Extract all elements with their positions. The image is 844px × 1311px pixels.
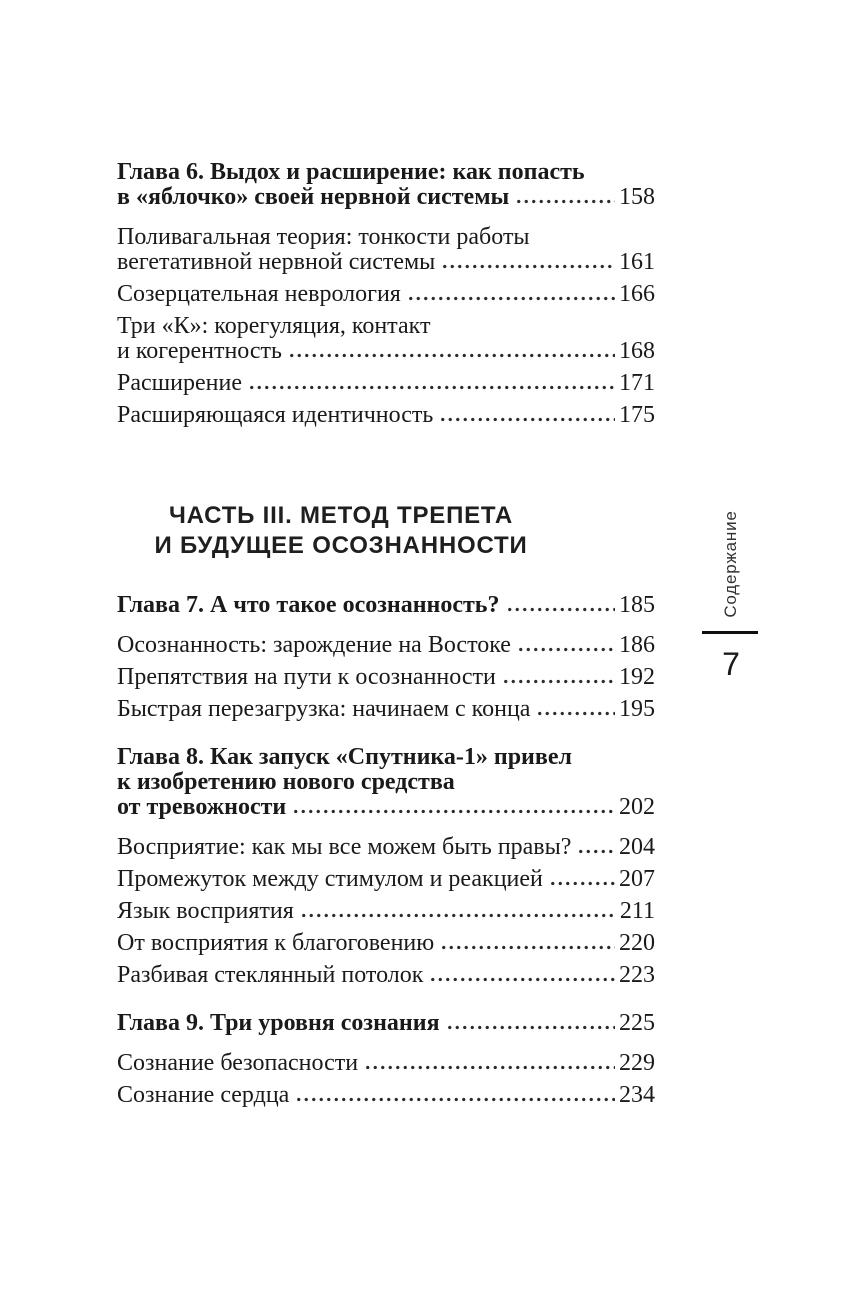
toc-entry: [117, 835, 655, 860]
toc-entry: [117, 867, 655, 892]
toc-entry-last-line: [117, 795, 655, 820]
part-heading-line: ЧАСТЬ III. МЕТОД ТРЕПЕТА: [168, 502, 514, 529]
dot-leader: [517, 647, 615, 652]
toc-entry-title: Расширение: [117, 370, 242, 396]
toc-entry: [117, 1083, 655, 1108]
toc-entry: [117, 931, 655, 956]
toc-entry-last-line: [117, 593, 655, 618]
toc-entry-last-line: [117, 1083, 655, 1108]
toc-entry: [117, 1011, 655, 1036]
toc-entry-last-line: [117, 835, 655, 860]
toc-entry-line: Глава 6. Выдох и расширение: как попасть: [117, 159, 585, 185]
toc-page-number: 158: [619, 184, 655, 210]
toc-entry-last-line: [117, 371, 655, 396]
toc-entry: [117, 899, 655, 924]
dot-leader: [577, 849, 615, 854]
dot-leader: [295, 1097, 615, 1102]
toc-page-number: 220: [619, 930, 655, 956]
folio-divider-line: [702, 631, 758, 634]
toc-entry-last-line: [117, 665, 655, 690]
toc-entry-last-line: [117, 931, 655, 956]
toc-entry-title: вегетативной нервной системы: [117, 249, 436, 275]
toc-page-number: 211: [619, 898, 655, 924]
dot-leader: [364, 1065, 615, 1070]
toc-entry-title: и когерентность: [117, 338, 282, 364]
toc-entry-title: Разбивая стеклянный потолок: [117, 962, 424, 988]
dot-leader: [549, 881, 615, 886]
toc-entry-line: к изобретению нового средства: [117, 769, 455, 795]
toc-entry-last-line: [117, 1051, 655, 1076]
dot-leader: [440, 945, 615, 950]
toc-entry-last-line: [117, 963, 655, 988]
toc-page-number: 234: [619, 1082, 655, 1108]
toc-page-number: 171: [619, 370, 655, 396]
dot-leader: [248, 385, 615, 390]
toc-page-number: 168: [619, 338, 655, 364]
toc-entry: [117, 282, 655, 307]
toc-entry: [117, 745, 655, 820]
toc-page-number: 229: [619, 1050, 655, 1076]
toc-entry: [117, 593, 655, 618]
toc-entry-title: в «яблочко» своей нервной системы: [117, 184, 510, 210]
toc-entry-title: Сознание безопасности: [117, 1050, 359, 1076]
toc-entry: [117, 665, 655, 690]
table-of-contents: [117, 160, 655, 1115]
toc-entry-title: от тревожности: [117, 794, 287, 820]
toc-page-number: 202: [619, 794, 655, 820]
toc-entry: [117, 403, 655, 428]
toc-entry-last-line: [117, 899, 655, 924]
toc-entry-last-line: [117, 339, 655, 364]
toc-entry-title: Быстрая перезагрузка: начинаем с конца: [117, 696, 531, 722]
toc-entry-title: Сознание сердца: [117, 1082, 290, 1108]
dot-leader: [536, 711, 615, 716]
toc-entry-title: Восприятие: как мы все можем быть правы?: [117, 834, 572, 860]
toc-entry-last-line: [117, 1011, 655, 1036]
toc-entry-title: Язык восприятия: [117, 898, 294, 924]
dot-leader: [300, 913, 616, 918]
dot-leader: [288, 353, 615, 358]
toc-page-number: 186: [619, 632, 655, 658]
page-number: 7: [722, 646, 740, 682]
toc-entry-last-line: [117, 697, 655, 722]
dot-leader: [429, 977, 615, 982]
toc-entry: [117, 697, 655, 722]
toc-page-number: 225: [619, 1010, 655, 1036]
toc-entry-title: Препятствия на пути к осознанности: [117, 664, 496, 690]
toc-entry: [117, 963, 655, 988]
toc-entry-line: Глава 8. Как запуск «Спутника-1» привел: [117, 744, 572, 770]
toc-entry-title: Глава 9. Три уровня сознания: [117, 1010, 440, 1036]
toc-entry-line: Поливагальная теория: тонкости работы: [117, 224, 530, 250]
part-heading-line: И БУДУЩЕЕ ОСОЗНАННОСТИ: [154, 532, 528, 559]
toc-page-number: 192: [619, 664, 655, 690]
toc-entry-last-line: [117, 633, 655, 658]
toc-entry: [117, 371, 655, 396]
toc-entry: [117, 633, 655, 658]
toc-entry-last-line: [117, 185, 655, 210]
dot-leader: [439, 417, 615, 422]
toc-page-number: 207: [619, 866, 655, 892]
toc-entry: [117, 1051, 655, 1076]
dot-leader: [446, 1025, 615, 1030]
toc-entry-title: Глава 7. А что такое осознанность?: [117, 592, 500, 618]
toc-entry-title: Осознанность: зарождение на Востоке: [117, 632, 511, 658]
toc-page-number: 185: [619, 592, 655, 618]
toc-page-number: 204: [619, 834, 655, 860]
part-heading: [27, 501, 655, 561]
dot-leader: [441, 264, 615, 269]
toc-page-number: 175: [619, 402, 655, 428]
toc-page-number: 166: [619, 281, 655, 307]
dot-leader: [292, 809, 615, 814]
running-header-vertical: Содержание: [721, 510, 740, 618]
dot-leader: [502, 679, 615, 684]
toc-entry-last-line: [117, 282, 655, 307]
dot-leader: [407, 296, 615, 301]
dot-leader: [515, 199, 615, 204]
toc-page-number: 195: [619, 696, 655, 722]
toc-entry-title: Созерцательная неврология: [117, 281, 401, 307]
toc-page-number: 161: [619, 249, 655, 275]
toc-entry: [117, 314, 655, 364]
toc-page-number: 223: [619, 962, 655, 988]
toc-entry-title: Промежуток между стимулом и реакцией: [117, 866, 543, 892]
toc-entry: [117, 160, 655, 210]
toc-entry-line: Три «К»: корегуляция, контакт: [117, 313, 431, 339]
toc-entry-title: От восприятия к благоговению: [117, 930, 435, 956]
dot-leader: [506, 607, 616, 612]
toc-entry-last-line: [117, 867, 655, 892]
toc-entry: [117, 225, 655, 275]
toc-entry-last-line: [117, 403, 655, 428]
toc-entry-title: Расширяющаяся идентичность: [117, 402, 434, 428]
toc-entry-last-line: [117, 250, 655, 275]
